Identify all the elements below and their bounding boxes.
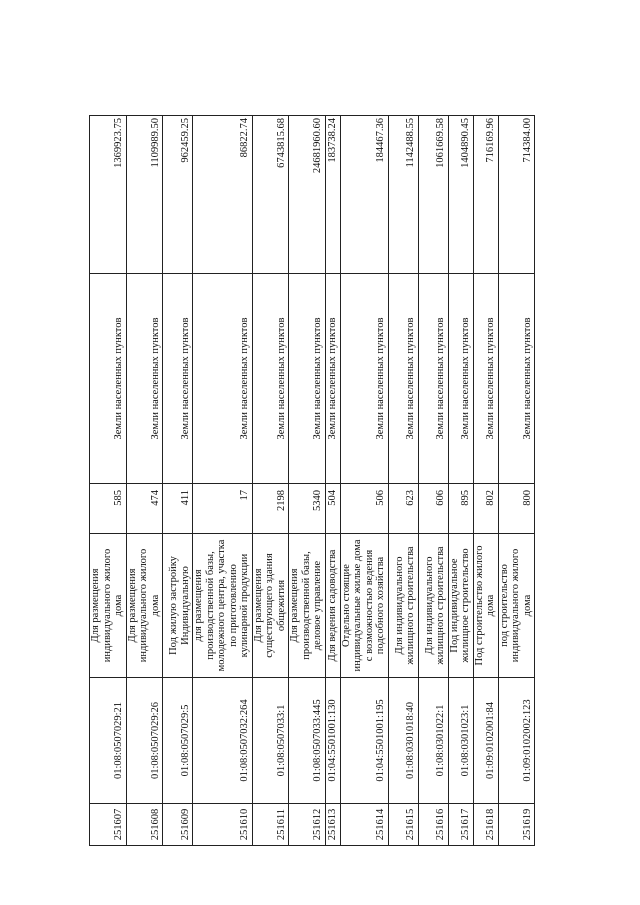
row-number-cell: 251612 [289, 804, 326, 846]
land-category-cell: Земли населенных пунктов [418, 274, 448, 484]
area-cell: 585 [90, 484, 127, 534]
table-row [289, 116, 326, 846]
area-cell: 606 [418, 484, 448, 534]
area-cell: 411 [163, 484, 193, 534]
permitted-use-cell: Для индивидуального жилищного строительства [418, 534, 448, 678]
cadastral-number-cell: 01:08:0507033:445 [289, 678, 326, 804]
area-cell: 802 [473, 484, 498, 534]
table-row [498, 116, 535, 846]
row-number-cell: 251610 [193, 804, 253, 846]
cadastral-number-cell: 01:08:0301022:1 [418, 678, 448, 804]
permitted-use-cell: Для размещения индивидуального жилого дома [90, 534, 127, 678]
table-rotation-layer [89, 116, 533, 846]
area-cell: 17 [193, 484, 253, 534]
row-number-cell: 251609 [163, 804, 193, 846]
rotated-table-frame [89, 116, 533, 846]
cadastral-number-cell: 01:09:0102002:123 [498, 678, 535, 804]
area-cell: 5340 [289, 484, 326, 534]
table-row [193, 116, 253, 846]
area-cell: 506 [340, 484, 388, 534]
row-number-cell: 251615 [388, 804, 418, 846]
row-number-cell: 251619 [498, 804, 535, 846]
permitted-use-cell: Для размещения существующего здания общежития [252, 534, 289, 678]
cadastral-value-cell: 1404890.45 [448, 116, 473, 274]
table-body [90, 116, 535, 846]
cadastral-number-cell: 01:09:0102001:84 [473, 678, 498, 804]
cadastral-value-cell: 1369923.75 [90, 116, 127, 274]
land-parcel-table [89, 115, 535, 846]
cadastral-number-cell: 01:08:0507029:26 [126, 678, 163, 804]
permitted-use-cell: для размещения производственной базы, молодежного центра, участка по приготовлению кулинарной продукции [193, 534, 253, 678]
cadastral-number-cell: 01:08:0507029:5 [163, 678, 193, 804]
cadastral-value-cell: 714384.00 [498, 116, 535, 274]
permitted-use-cell: Для размещения индивидуального жилого дома [126, 534, 163, 678]
row-number-cell: 251608 [126, 804, 163, 846]
land-category-cell: Земли населенных пунктов [388, 274, 418, 484]
cadastral-value-cell: 1061669.58 [418, 116, 448, 274]
cadastral-value-cell: 716169.96 [473, 116, 498, 274]
area-cell: 800 [498, 484, 535, 534]
land-category-cell: Земли населенных пунктов [448, 274, 473, 484]
table-row [252, 116, 289, 846]
land-category-cell: Земли населенных пунктов [498, 274, 535, 484]
table-row [90, 116, 127, 846]
row-number-cell: 251618 [473, 804, 498, 846]
table-row [163, 116, 193, 846]
cadastral-number-cell: 01:04:5501001:130 [325, 678, 340, 804]
area-cell: 504 [325, 484, 340, 534]
permitted-use-cell: Отдельно стоящие индивидуальные жилые дома с возможностью ведения подсобного хозяйства [340, 534, 388, 678]
cadastral-value-cell: 962459.25 [163, 116, 193, 274]
row-number-cell: 251611 [252, 804, 289, 846]
cadastral-value-cell: 6743815.68 [252, 116, 289, 274]
land-category-cell: Земли населенных пунктов [193, 274, 253, 484]
land-category-cell: Земли населенных пунктов [473, 274, 498, 484]
land-category-cell: Земли населенных пунктов [126, 274, 163, 484]
table-row [388, 116, 418, 846]
cadastral-number-cell: 01:08:0507032:264 [193, 678, 253, 804]
area-cell: 623 [388, 484, 418, 534]
row-number-cell: 251607 [90, 804, 127, 846]
land-category-cell: Земли населенных пунктов [340, 274, 388, 484]
table-row [418, 116, 448, 846]
cadastral-value-cell: 1142488.55 [388, 116, 418, 274]
land-category-cell: Земли населенных пунктов [163, 274, 193, 484]
area-cell: 895 [448, 484, 473, 534]
cadastral-number-cell: 01:08:0301023:1 [448, 678, 473, 804]
permitted-use-cell: Под индивидуальное жилищное строительство [448, 534, 473, 678]
row-number-cell: 251613 [325, 804, 340, 846]
land-category-cell: Земли населенных пунктов [289, 274, 326, 484]
permitted-use-cell: Для индивидуального жилищного строительства [388, 534, 418, 678]
permitted-use-cell: под строительство индивидуального жилого дома [498, 534, 535, 678]
permitted-use-cell: Под жилую застройку Индивидуальную [163, 534, 193, 678]
cadastral-number-cell: 01:04:5501001:195 [340, 678, 388, 804]
area-cell: 474 [126, 484, 163, 534]
permitted-use-cell: Для ведения садоводства [325, 534, 340, 678]
row-number-cell: 251617 [448, 804, 473, 846]
cadastral-value-cell: 183738.24 [325, 116, 340, 274]
cadastral-value-cell: 184467.36 [340, 116, 388, 274]
cadastral-value-cell: 24681960.60 [289, 116, 326, 274]
cadastral-number-cell: 01:08:0301018:40 [388, 678, 418, 804]
land-category-cell: Земли населенных пунктов [252, 274, 289, 484]
table-row [473, 116, 498, 846]
cadastral-number-cell: 01:08:0507029:21 [90, 678, 127, 804]
row-number-cell: 251616 [418, 804, 448, 846]
row-number-cell: 251614 [340, 804, 388, 846]
table-row [340, 116, 388, 846]
table-row [448, 116, 473, 846]
permitted-use-cell: Для размещения производственной базы, деловое управление [289, 534, 326, 678]
area-cell: 2198 [252, 484, 289, 534]
cadastral-value-cell: 1109989.50 [126, 116, 163, 274]
land-category-cell: Земли населенных пунктов [325, 274, 340, 484]
land-category-cell: Земли населенных пунктов [90, 274, 127, 484]
table-row [126, 116, 163, 846]
permitted-use-cell: Под строительство жилого дома [473, 534, 498, 678]
cadastral-number-cell: 01:08:0507033:1 [252, 678, 289, 804]
cadastral-value-cell: 86822.74 [193, 116, 253, 274]
table-row [325, 116, 340, 846]
